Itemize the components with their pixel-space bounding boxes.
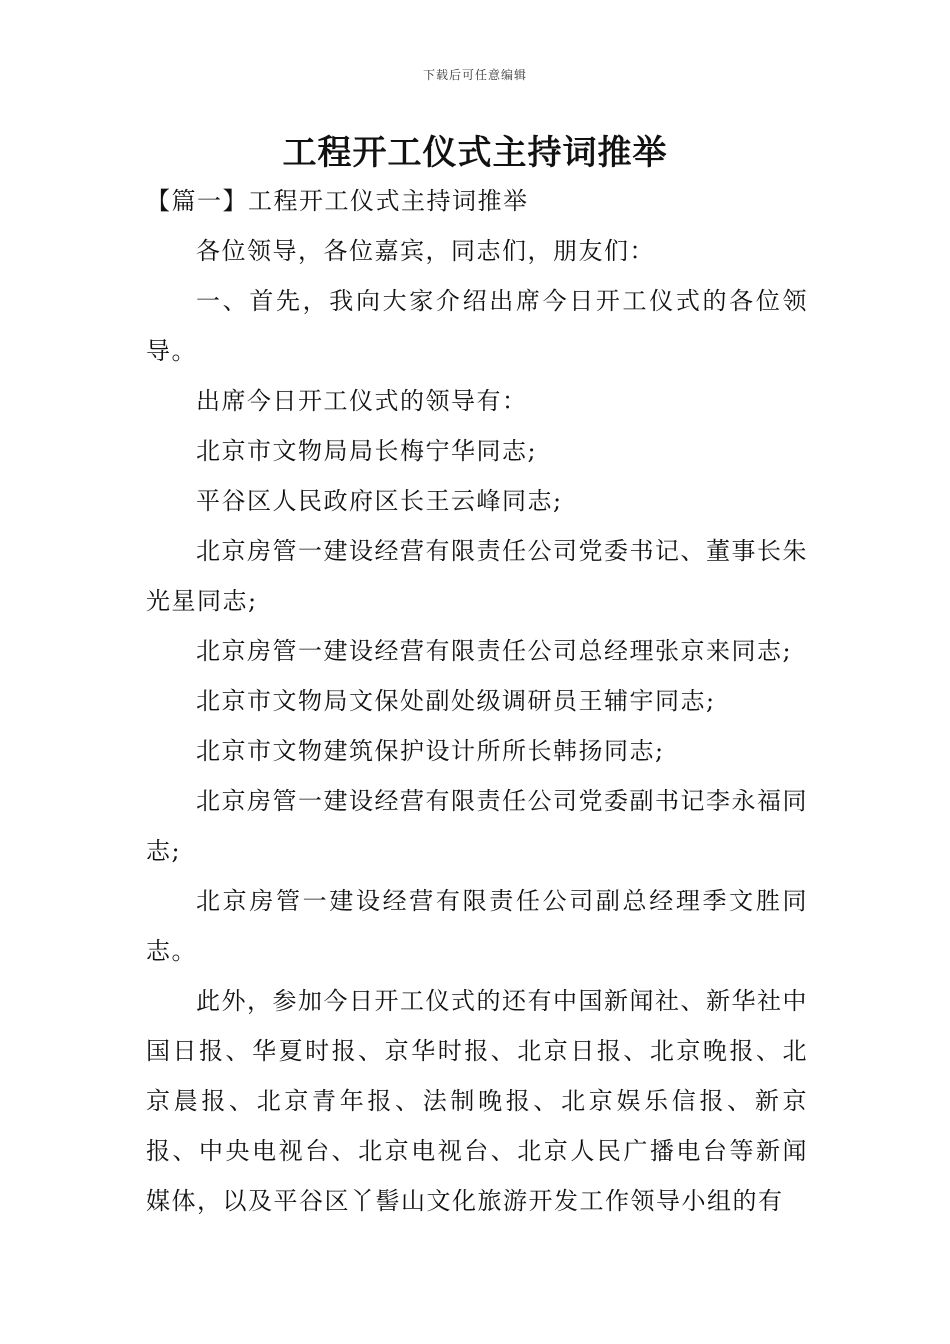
paragraph-greeting: 各位领导，各位嘉宾，同志们，朋友们： bbox=[196, 237, 655, 265]
paragraph-leader-1: 北京市文物局局长梅宁华同志; bbox=[196, 437, 538, 465]
paragraph-leader-3: 北京房管一建设经营有限责任公司党委书记、董事长朱光星同志; bbox=[146, 537, 808, 615]
document-title: 工程开工仪式主持词推举 bbox=[282, 133, 668, 173]
paragraph-media: 此外，参加今日开工仪式的还有中国新闻社、新华社中国日报、华夏时报、京华时报、北京日报、北京晚报、北京晨报、北京青年报、法制晚报、北京娱乐信报、新京报、中央电视台、北京电视台、北京人民广播电台等新闻媒体，以及平谷区丫髻山文化旅游开发工作领导小组的有 bbox=[146, 987, 808, 1215]
paragraph-leader-7: 北京房管一建设经营有限责任公司党委副书记李永福同志; bbox=[146, 787, 808, 865]
document-body bbox=[146, 176, 808, 1226]
section-heading: 【篇一】工程开工仪式主持词推举 bbox=[146, 187, 529, 215]
paragraph-introduction: 一、首先，我向大家介绍出席今日开工仪式的各位领导。 bbox=[146, 287, 808, 365]
paragraph-leader-8: 北京房管一建设经营有限责任公司副总经理季文胜同志。 bbox=[146, 887, 808, 965]
paragraph-leader-5: 北京市文物局文保处副处级调研员王辅宇同志; bbox=[196, 687, 716, 715]
paragraph-leader-2: 平谷区人民政府区长王云峰同志; bbox=[196, 487, 563, 515]
paragraph-leader-6: 北京市文物建筑保护设计所所长韩扬同志; bbox=[196, 737, 665, 765]
paragraph-leader-4: 北京房管一建设经营有限责任公司总经理张京来同志; bbox=[196, 637, 793, 665]
paragraph-leaders-intro: 出席今日开工仪式的领导有： bbox=[196, 387, 528, 415]
header-note: 下载后可任意编辑 bbox=[422, 68, 527, 82]
